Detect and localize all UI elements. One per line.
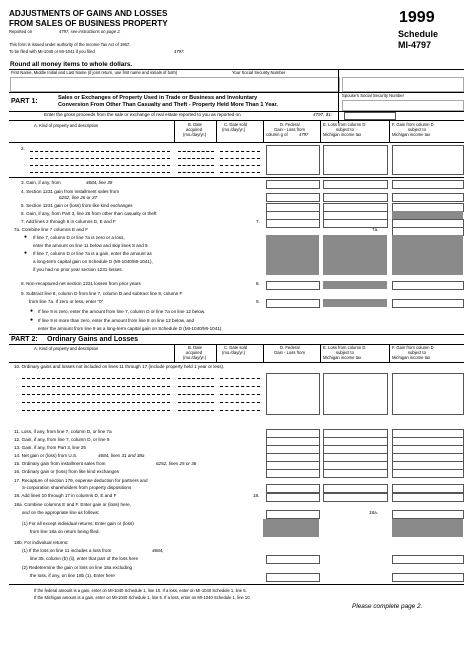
file-with-note: To be filed with MI-1040 or MI-1041 if you filed	[9, 49, 95, 54]
p2-col-b-header-3: (mo./day/yr.)	[183, 355, 207, 360]
line10-col-e-input[interactable]	[323, 373, 388, 415]
p2-col-b-header-2: acquired	[186, 350, 203, 355]
line4-form: 6252, line 26 or 37	[59, 195, 98, 200]
p2-col-c-header-2: (mo./day/yr.)	[222, 350, 246, 355]
line18b1-col-d-input[interactable]	[266, 555, 320, 564]
line3-label: 3. Gain, if any, from	[21, 180, 61, 185]
line9-col-d-input[interactable]	[266, 299, 320, 308]
line13-label: 13. Gain, if any, from Part 3, line 25	[14, 445, 86, 450]
schedule-label: Schedule	[398, 29, 439, 39]
p2-col-b-header-1: B. Date	[188, 345, 202, 350]
p2-col-d-header-2: Gain - Loss from	[274, 350, 305, 355]
col-d-header-1: D. Federal	[280, 122, 300, 127]
p2-col-e-header-1: E. Loss from column D	[323, 345, 366, 350]
line15-label: 15. Ordinary gain from installment sales from	[14, 461, 106, 466]
spouse-ssn-input[interactable]	[342, 100, 464, 111]
line8-num: 8.	[256, 281, 260, 286]
line14-form: 4684, lines 31 and 38a	[98, 453, 145, 458]
line6-col-f-shaded	[392, 211, 463, 219]
line16-col-e-input[interactable]	[323, 469, 388, 478]
reported-on-label: Reported on	[9, 29, 33, 34]
part2-label: PART 2:	[11, 336, 38, 343]
gross-proceeds-text: Enter the gross proceeds from the sale or exchange of real estate reported to you as reported on	[44, 112, 241, 117]
line18a-label-2: and on the appropriate line as follows:	[22, 510, 100, 515]
line17-col-f-input[interactable]	[392, 484, 464, 493]
bullet1-line2: enter the amount on line 11 below and skip lines 8 and 9.	[33, 243, 149, 248]
bullet-icon: ●	[24, 250, 28, 256]
file-with-value: 4797.	[174, 49, 185, 54]
line8-col-e-shaded	[323, 281, 387, 289]
bullet1-line1: If line 7, column D or line 7a is zero or a loss,	[33, 235, 125, 240]
continue-note: Please complete page 2.	[352, 603, 423, 610]
bullet2-line2: a long-term capital gain on Schedule D (MI-1040/MI-1041),	[33, 259, 153, 264]
line4-label: 4. Section 1231 gain from installment sales from	[21, 189, 120, 194]
line3-col-d-input[interactable]	[266, 180, 320, 189]
form-title-line1: ADJUSTMENTS OF GAINS AND LOSSES	[9, 9, 168, 18]
line2-col-d-input[interactable]	[266, 145, 320, 175]
line9-col-e-shaded	[323, 299, 387, 307]
line10-col-d-input[interactable]	[266, 373, 320, 415]
p2-col-c-header-1: C. Date sold	[224, 345, 248, 350]
col-c-header-1: C. Date sold	[224, 122, 248, 127]
p2-col-d-header-1: D. Federal	[280, 345, 300, 350]
p2-col-f-header-2: subject to	[408, 350, 426, 355]
line18b1-col-f-input[interactable]	[392, 555, 464, 564]
line10-label: 10. Ordinary gains and losses not included on lines 11 through 17 (include property held 1 year or less).	[14, 364, 225, 369]
col-e-header-2: subject to	[336, 127, 354, 132]
line3-form: 4684, line 39	[86, 180, 113, 185]
line9-label-2: from line 7a. If zero or less, enter "0"	[29, 299, 104, 304]
line16-col-f-input[interactable]	[392, 469, 464, 478]
col-c-header-2: (mo./day/yr.)	[222, 127, 246, 132]
p2-col-e-header-3: Michigan income tax	[323, 355, 362, 360]
line7a-label: 7a. Combine line 7 columns E and F	[14, 227, 89, 232]
line18a1-col-d-shaded	[263, 519, 319, 537]
bullet-icon: ●	[24, 234, 28, 240]
line7-label: 7. Add lines 2 through 6 in columns D, E and F	[21, 219, 116, 224]
line15-form: 6252, lines 25 or 36	[156, 461, 197, 466]
line18-col-f-input[interactable]	[392, 493, 464, 502]
line4-col-e-input[interactable]	[323, 193, 388, 202]
line17-label-1: 17. Recapture of section 179, expense deduction for partners and	[14, 478, 148, 483]
line7a-col-e-shaded	[323, 235, 387, 275]
line18b2-col-f-input[interactable]	[392, 573, 464, 582]
line9-num: 9.	[256, 299, 260, 304]
line16-col-d-input[interactable]	[266, 469, 320, 478]
col-b-header-3: (mo./day/yr.)	[183, 132, 207, 137]
part2-title: Ordinary Gains and Losses	[47, 336, 139, 343]
line4-col-f-input[interactable]	[392, 193, 464, 202]
line3-col-f-input[interactable]	[392, 180, 464, 189]
col-f-header-3: Michigan income tax	[392, 132, 431, 137]
line18a-sub-2: from line 18a on return being filed.	[30, 529, 100, 534]
line6-label: 6. Gain, if any, from Part 3, line 26 from other than casualty or theft	[21, 211, 157, 216]
line17-label-2: S-corporation shareholders from property dispositions	[22, 485, 132, 490]
line7-col-e-input[interactable]	[323, 219, 388, 228]
line7-col-d-input[interactable]	[266, 219, 320, 228]
bullet4-line1: If line 9 is more than zero, enter the amount from line 8 on line 12 below, and	[38, 318, 195, 323]
line12-label: 12. Gain, if any, from line 7, column D, or line 9	[14, 437, 110, 442]
line18a-label-1: 18a. Combine columns E and F. Enter gain or (loss) here,	[14, 502, 131, 507]
michigan-note: If the Michigan amount is a gain, enter on MI-1040 Schedule 1, line 5. If a loss, enter on MI-1040 Schedule 1, line 10.	[34, 595, 251, 600]
line9-col-f-input[interactable]	[392, 299, 464, 308]
line18a1-col-f-shaded	[392, 519, 463, 537]
col-d-header-4: 4797	[299, 132, 309, 137]
federal-note: If the federal amount is a gain, enter on MI-1040 Schedule 1, line 10. If a loss, enter on MI-1040 Schedule 1, line 5.	[34, 588, 247, 593]
bullet4-line2: enter the amount from line 9 as a long-term capital gain on Schedule D (MI-1040/MI-1041).	[38, 326, 223, 331]
spouse-ssn-label: Spouse's Social Security Number	[342, 93, 405, 98]
name-label: First Name, Middle Initial and Last Name (if joint return, use first name and initials of both)	[11, 70, 178, 75]
part1-title1: Sales or Exchanges of Property Used in Trade or Business and Involuntary	[58, 95, 258, 101]
line17-col-d-input[interactable]	[266, 484, 320, 493]
line8-col-f-input[interactable]	[392, 281, 464, 290]
gross-proceeds-input[interactable]	[344, 112, 396, 120]
line18b2-col-d-input[interactable]	[266, 573, 320, 582]
col-e-header-3: Michigan income tax	[323, 132, 362, 137]
line7-num: 7.	[256, 219, 260, 224]
bullet-icon: ●	[30, 317, 34, 323]
line8-label: 8. Non-recaptured net section 1231 losses from prior years	[21, 281, 141, 286]
line18a-col-f-input[interactable]	[392, 510, 464, 519]
col-a-header: A. Kind of property and description	[34, 123, 99, 128]
col-f-header-1: F. Gain from column D	[392, 122, 434, 127]
line14-label: 14. Net gain or (loss) from U.S.	[14, 453, 78, 458]
line2-number: 2.	[21, 146, 25, 151]
line2-col-e-input[interactable]	[323, 145, 388, 175]
line18a-num: 18a.	[369, 510, 378, 515]
line18b1-label-2: line 35, column (b) (ii), enter that part of the loss here	[30, 556, 139, 561]
line7a-col-d-shaded	[266, 235, 319, 275]
p2-col-e-header-2: subject to	[336, 350, 354, 355]
gross-proceeds-form: 4797, $1:	[313, 112, 333, 117]
line9-label-1: 9. Subtract line 8, column D from line 7, column D and subtract line 8, column F	[21, 291, 183, 296]
tax-year: 1999	[399, 9, 435, 26]
line7a-num: 7a.	[372, 227, 379, 232]
line11-label: 11. Loss, if any, from line 7, column D, or line 7a	[14, 429, 112, 434]
line4-col-d-input[interactable]	[266, 193, 320, 202]
line18a-sub-1: (1) For all except individual returns: Enter gain or (loss)	[22, 521, 134, 526]
form-id: MI-4797	[398, 40, 432, 50]
col-b-header-1: B. Date	[188, 122, 202, 127]
line18-col-d-input[interactable]	[266, 493, 320, 502]
line5-label: 5. Section 1231 gain or (loss) from like kind exchanges	[21, 203, 133, 208]
line8-col-d-input[interactable]	[266, 281, 320, 290]
line18b-label: 18b. For individual returns:	[14, 540, 69, 545]
authority-note: This form is issued under authority of the Income Tax Act of 1967.	[9, 42, 131, 47]
line7a-col-f-shaded	[392, 235, 463, 275]
line18-num: 18.	[253, 493, 260, 498]
ssn-label: Your Social Security Number	[232, 70, 286, 75]
bullet2-line3: if you had no prior year section 1231 losses.	[33, 267, 123, 272]
col-d-header-3: column g of	[266, 132, 288, 137]
line2-col-f-input[interactable]	[392, 145, 464, 175]
bullet2-line1: If line 7, column D or line 7a is a gain, enter the amount as	[33, 251, 152, 256]
col-b-header-2: acquired	[186, 127, 203, 132]
form-title-line2: FROM SALES OF BUSINESS PROPERTY	[9, 19, 168, 28]
part1-label: PART 1:	[11, 98, 38, 105]
line18-col-e-input[interactable]	[323, 493, 388, 502]
round-note: Round all money items to whole dollars.	[10, 61, 133, 68]
ssn-input[interactable]	[342, 77, 464, 92]
line18-label: 18. Add lines 10 through 17 in columns D, E and F	[14, 493, 117, 498]
line10-col-f-input[interactable]	[392, 373, 464, 415]
col-f-header-2: subject to	[408, 127, 426, 132]
line18b1-form: 4684,	[152, 548, 164, 553]
col-e-header-1: E. Loss from column D	[323, 122, 366, 127]
name-input[interactable]	[10, 77, 340, 92]
col-d-header-2: Gain - Loss from	[274, 127, 305, 132]
line18b1-label-1: (1) If the loss on line 11 includes a loss from	[22, 548, 112, 553]
line18a-col-d-input[interactable]	[266, 510, 320, 519]
p2-col-f-header-1: F. Gain from column D	[392, 345, 434, 350]
line16-label: 16. Ordinary gain or (loss) from like kind exchanges	[14, 469, 119, 474]
line18b2-label-2: the loss, if any, on line 18b (1). Enter here	[30, 573, 115, 578]
bullet3: If line 9 is zero, enter the amount from line 7, column D or line 7a on line 12 below.	[38, 309, 206, 314]
p2-col-a-header: A. Kind of property and description	[34, 346, 99, 351]
line3-col-e-input[interactable]	[323, 180, 388, 189]
part1-title2: Conversion From Other Than Casualty and Theft - Property Held More Than 1 Year.	[58, 102, 278, 108]
line18b2-label-1: (2) Redetermine the gain or loss on line 18a excluding	[22, 565, 133, 570]
p2-col-f-header-3: Michigan income tax	[392, 355, 431, 360]
bullet-icon: ●	[30, 308, 34, 314]
reported-on-value: 4797, see instructions on page 2.	[59, 29, 121, 34]
line17-col-e-input[interactable]	[323, 484, 388, 493]
